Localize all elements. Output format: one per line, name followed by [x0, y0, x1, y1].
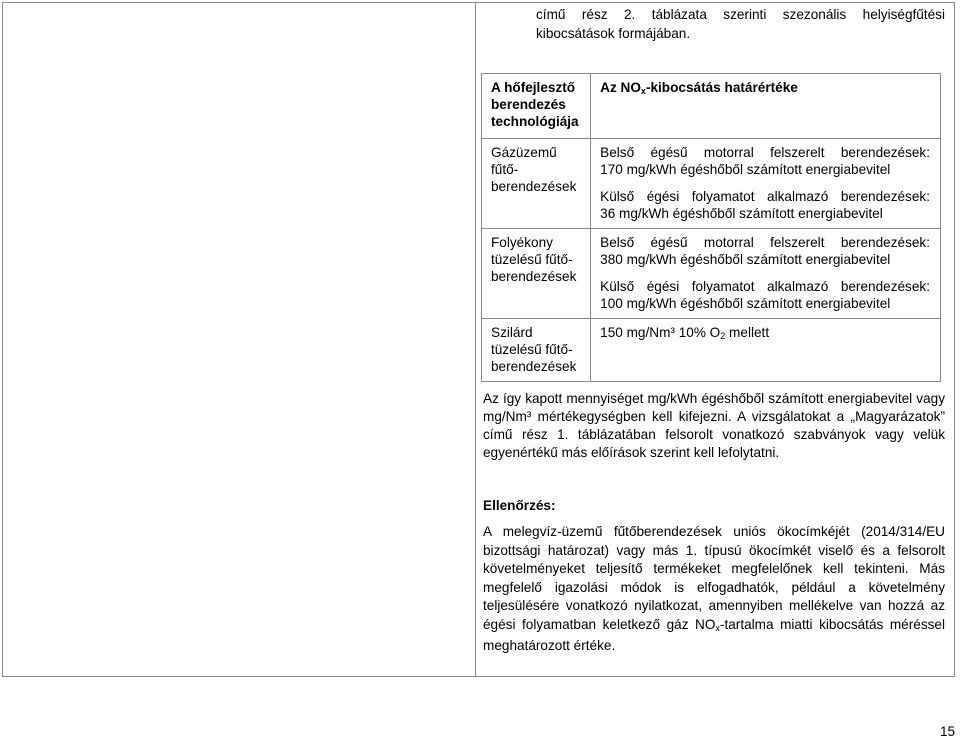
check-paragraph — [483, 523, 945, 656]
tech-liquid: Folyékony tüzelésű fűtő-berendezések — [482, 229, 591, 319]
check-heading: Ellenőrzés: — [483, 498, 556, 513]
limit-text: 380 mg/kWh égéshőből számított energiabevitel — [600, 252, 891, 267]
limits-liquid — [591, 229, 941, 319]
limit-entry — [600, 278, 930, 312]
tech-solid: Szilárd tüzelésű fűtő-berendezések — [482, 319, 591, 382]
check-text: A melegvíz-üzemű fűtőberendezések uniós ökocímkéjét (2014/314/EU bizottsági határozat) vagy más 1. típusú ökocímkét viselő és a felsorolt követelményeket teljesítő termékeket megfelelőnek kell tekinteni. Más megfelelő igazolási módok is elfogadhatók, például a követelmény teljesülésére vonatkozó nyilatkozat, amennyiben mellékelve van hozzá az égési folyamatban keletkező gáz NO — [483, 524, 945, 632]
limits-gas — [591, 139, 941, 229]
nox-limit-table — [481, 73, 941, 382]
limit-entry — [600, 234, 930, 268]
limit-text: mellett — [725, 325, 770, 340]
after-table-paragraph: Az így kapott mennyiséget mg/kWh égéshőből számított energiabevitel vagy mg/Nm³ mértékegységben kell kifejezni. A vizsgálatokat a „Magyarázatok” című rész 1. táblázatában felsorolt vonatkozó szabványok vagy velük egyenértékű más előírások szerint kell lefolytatni. — [483, 391, 945, 460]
limit-text: Belső égésű motorral felszerelt berendezések: — [600, 145, 930, 160]
header-nox-sub: x — [640, 86, 646, 96]
tech-gas: Gázüzemű fűtő-berendezések — [482, 139, 591, 229]
limit-text: Külső égési folyamatot alkalmazó berendezések: — [600, 279, 930, 294]
check-text: -tartalma miatti kibocsátás méréssel meghatározott értéke. — [483, 616, 945, 653]
limit-text: 170 mg/kWh égéshőből számított energiabevitel — [600, 162, 891, 177]
table-row — [482, 319, 941, 382]
limit-entry — [600, 144, 930, 178]
limit-text: Belső égésű motorral felszerelt berendezések: — [600, 235, 930, 250]
header-nox-limit — [591, 74, 941, 139]
limit-text: 36 mg/kWh égéshőből számított energiabevitel — [600, 206, 883, 221]
limit-entry — [600, 188, 930, 222]
intro-line-1: című rész 2. táblázata szerinti szezonális helyiségfűtési — [536, 7, 945, 22]
table-header-row — [482, 74, 941, 139]
column-divider — [475, 2, 476, 677]
check-sub: x — [715, 622, 720, 633]
page-number: 15 — [940, 724, 956, 739]
header-nox-suffix: -kibocsátás határértéke — [645, 80, 798, 95]
limit-sub: 2 — [720, 331, 726, 341]
intro-paragraph — [536, 5, 945, 43]
header-technology: A hőfejlesztő berendezés technológiája — [482, 74, 591, 139]
table-row — [482, 139, 941, 229]
intro-line-2: kibocsátások formájában. — [536, 26, 691, 41]
header-nox-prefix: Az NO — [600, 80, 641, 95]
table-row — [482, 229, 941, 319]
limit-text: 150 mg/Nm³ 10% O — [600, 325, 721, 340]
limit-text: 100 mg/kWh égéshőből számított energiabevitel — [600, 296, 891, 311]
limits-solid — [591, 319, 941, 382]
limit-text: Külső égési folyamatot alkalmazó berendezések: — [600, 189, 930, 204]
